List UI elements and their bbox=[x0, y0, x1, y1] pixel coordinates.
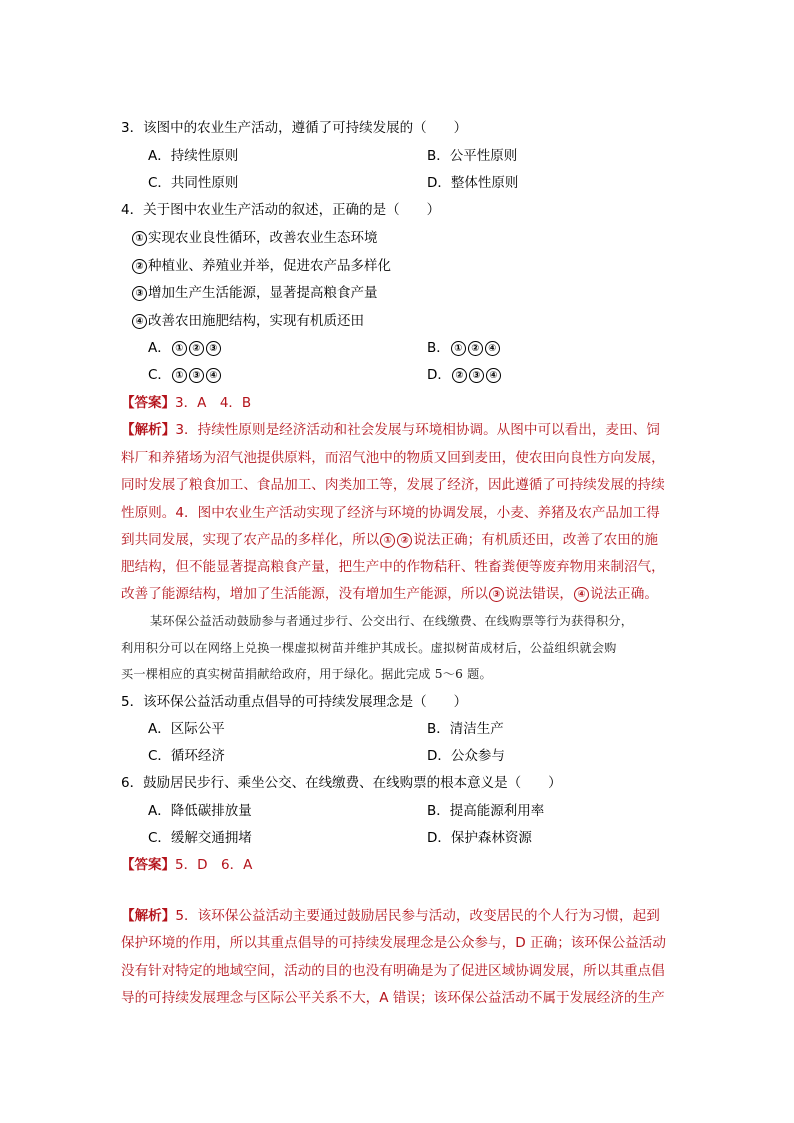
q4-statement-2 bbox=[131, 256, 391, 276]
answer-3-4 bbox=[121, 393, 251, 413]
q4-statement-4-text: 改善农田施肥结构，实现有机质还田 bbox=[148, 313, 364, 329]
explanation-3-4-line-6: 肥结构，但不能显著提高粮食产量，把生产中的作物秸秆、牲畜粪便等废弃物用来制沼气， bbox=[121, 559, 665, 575]
material-line-3: 买一棵相应的真实树苗捐献给政府，用于绿化。据此完成 5～6 题。 bbox=[121, 667, 492, 681]
explanation-3-4-text-7c: 说法正确。 bbox=[590, 586, 658, 602]
explanation-3-4-text-5a: 到共同发展，实现了农产品的多样化，所以 bbox=[121, 532, 380, 548]
q3-option-c: C．共同性原则 bbox=[148, 175, 239, 191]
q6-stem: 6．鼓励居民步行、乘坐公交、在线缴费、在线购票的根本意义是（ ） bbox=[121, 775, 562, 791]
q4-statement-2-text: 种植业、养殖业并举，促进农产品多样化 bbox=[148, 258, 391, 274]
q6-option-b: B．提高能源利用率 bbox=[427, 803, 545, 819]
q4-statement-3 bbox=[131, 283, 378, 303]
circled-4-glyph: ④ bbox=[485, 341, 500, 356]
q4-statement-1-text: 实现农业良性循环，改善农业生态环境 bbox=[148, 230, 378, 246]
q6-option-c: C．缓解交通拥堵 bbox=[148, 830, 252, 846]
q5-option-a: A．区际公平 bbox=[148, 721, 225, 737]
q4-option-b bbox=[427, 338, 501, 358]
q6-option-d: D．保护森林资源 bbox=[427, 830, 532, 846]
q4-option-a bbox=[148, 338, 222, 358]
explanation-3-4-text-5b: 说法正确；有机质还田，改善了农田的施 bbox=[413, 532, 658, 548]
q3-option-b: B．公平性原则 bbox=[427, 148, 518, 164]
q4-option-a-letter: A． bbox=[148, 340, 171, 356]
q5-option-c: C．循环经济 bbox=[148, 748, 225, 764]
circled-4-glyph: ④ bbox=[486, 368, 501, 383]
answer-5-6 bbox=[121, 855, 252, 875]
q4-statement-3-text: 增加生产生活能源，显著提高粮食产量 bbox=[148, 285, 378, 301]
q4-option-b-letter: B． bbox=[427, 340, 450, 356]
explanation-3-4-text-7b: 说法错误， bbox=[505, 586, 573, 602]
material-line-1: 某环保公益活动鼓励参与者通过步行、公交出行、在线缴费、在线购票等行为获得积分， bbox=[150, 614, 634, 628]
explanation-3-4-line-3: 同时发展了粮食加工、食品加工、肉类加工等，发展了经济，因此遵循了可持续发展的持续 bbox=[121, 477, 665, 493]
circled-1-glyph: ① bbox=[132, 231, 147, 246]
answer-3-4-text: 3．A 4．B bbox=[175, 395, 252, 411]
explanation-3-4-line-2: 料厂和养猪场为沼气池提供原料，而沼气池中的物质又回到麦田，使农田向良性方向发展， bbox=[121, 450, 665, 466]
explanation-5-6-text-1: 5．该环保公益活动主要通过鼓励居民参与活动，改变居民的个人行为习惯，起到 bbox=[175, 908, 660, 924]
explanation-3-4-line-7 bbox=[121, 584, 658, 604]
circled-2-glyph: ② bbox=[397, 533, 412, 548]
circled-3-glyph: ③ bbox=[206, 341, 221, 356]
answer-label: 【答案】 bbox=[121, 395, 175, 411]
explanation-label: 【解析】 bbox=[121, 422, 176, 438]
circled-4-glyph: ④ bbox=[206, 368, 221, 383]
answer-5-6-text: 5．D 6．A bbox=[175, 857, 253, 873]
circled-1-glyph: ① bbox=[172, 368, 187, 383]
q5-option-d: D．公众参与 bbox=[427, 748, 505, 764]
explanation-3-4-text-1: 3．持续性原则是经济活动和社会发展与环境相协调。从图中可以看出，麦田、饲 bbox=[175, 422, 660, 438]
q5-option-b: B．清洁生产 bbox=[427, 721, 504, 737]
explanation-5-6-line-3: 没有针对特定的地域空间，活动的目的也没有明确是为了促进区域协调发展，所以其重点倡 bbox=[121, 963, 665, 979]
circled-3-glyph: ③ bbox=[189, 368, 204, 383]
circled-1-glyph: ① bbox=[172, 341, 187, 356]
circled-3-glyph: ③ bbox=[469, 368, 484, 383]
q4-option-c-letter: C． bbox=[148, 367, 171, 383]
circled-2-glyph: ② bbox=[132, 259, 147, 274]
circled-3-glyph: ③ bbox=[132, 286, 147, 301]
circled-2-glyph: ② bbox=[452, 368, 467, 383]
circled-2-glyph: ② bbox=[189, 341, 204, 356]
q4-option-d-letter: D． bbox=[427, 367, 451, 383]
explanation-5-6-line-4: 导的可持续发展理念与区际公平关系不大，A 错误；该环保公益活动不属于发展经济的生产 bbox=[121, 990, 665, 1006]
circled-4-glyph: ④ bbox=[574, 587, 589, 602]
explanation-label: 【解析】 bbox=[121, 908, 176, 924]
q4-statement-1 bbox=[131, 228, 378, 248]
q5-stem: 5．该环保公益活动重点倡导的可持续发展理念是（ ） bbox=[121, 694, 468, 710]
q3-option-d: D．整体性原则 bbox=[427, 175, 519, 191]
explanation-3-4-line-4: 性原则。4．图中农业生产活动实现了经济与环境的协调发展，小麦、养猪及农产品加工得 bbox=[121, 505, 660, 521]
q4-statement-4 bbox=[131, 311, 364, 331]
q4-option-c bbox=[148, 365, 222, 385]
material-line-2: 利用积分可以在网络上兑换一棵虚拟树苗并维护其成长。虚拟树苗成材后，公益组织就会购 bbox=[121, 641, 617, 655]
circled-2-glyph: ② bbox=[468, 341, 483, 356]
explanation-3-4-line-5 bbox=[121, 530, 658, 550]
q4-option-d bbox=[427, 365, 502, 385]
circled-1-glyph: ① bbox=[380, 533, 395, 548]
q6-option-a: A．降低碳排放量 bbox=[148, 803, 252, 819]
explanation-3-4-line-1 bbox=[121, 420, 660, 440]
q4-stem: 4．关于图中农业生产活动的叙述，正确的是（ ） bbox=[121, 202, 441, 218]
explanation-5-6-line-1 bbox=[121, 906, 660, 926]
circled-1-glyph: ① bbox=[451, 341, 466, 356]
q3-option-a: A．持续性原则 bbox=[148, 148, 239, 164]
explanation-5-6-line-2: 保护环境的作用，所以其重点倡导的可持续发展理念是公众参与，D 正确；该环保公益活动 bbox=[121, 935, 666, 951]
q3-stem: 3．该图中的农业生产活动，遵循了可持续发展的（ ） bbox=[121, 120, 468, 136]
answer-label: 【答案】 bbox=[121, 857, 175, 873]
circled-3-glyph: ③ bbox=[489, 587, 504, 602]
explanation-3-4-text-7a: 改善了能源结构，增加了生活能源，没有增加生产能源，所以 bbox=[121, 586, 489, 602]
circled-4-glyph: ④ bbox=[132, 314, 147, 329]
